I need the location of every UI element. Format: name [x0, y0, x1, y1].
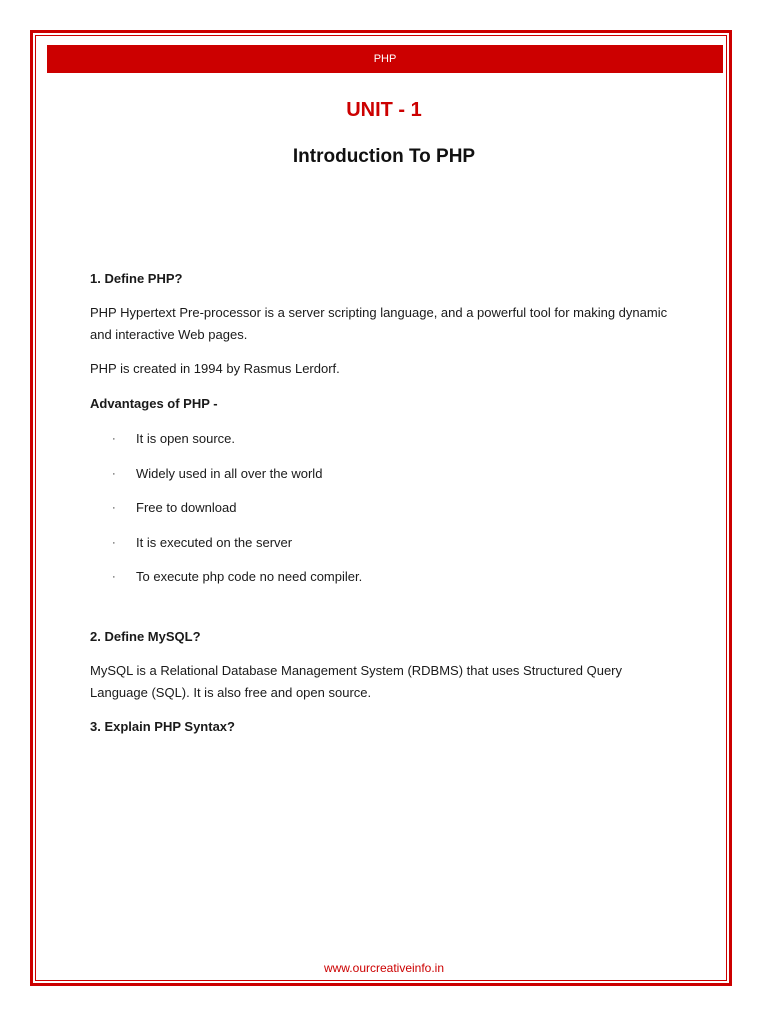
- list-item-text: It is open source.: [136, 431, 235, 446]
- advantages-list: [90, 428, 670, 588]
- list-item-text: It is executed on the server: [136, 534, 293, 550]
- bullet-icon: ·: [112, 571, 116, 583]
- question-3-heading: 3. Explain PHP Syntax?: [90, 719, 235, 734]
- bullet-icon: ·: [112, 502, 116, 514]
- php-definition-paragraph: PHP Hypertext Pre-processor is a server scripting language, and a powerful tool for making dynamic and interactive Web pages.: [90, 305, 668, 342]
- question-1-heading: 1. Define PHP?: [90, 271, 183, 286]
- bullet-icon: ·: [112, 467, 116, 480]
- page-title: Introduction To PHP: [292, 146, 476, 167]
- list-item: [90, 463, 670, 485]
- list-item-text: To execute php code no need compiler.: [136, 569, 363, 584]
- list-item: [90, 566, 670, 588]
- list-item: [90, 497, 670, 519]
- bullet-icon: ·: [112, 433, 116, 445]
- list-item-text: Free to download: [136, 500, 237, 515]
- header-bar: PHP: [47, 45, 723, 73]
- bullet-icon: ·: [112, 536, 116, 549]
- question-2-heading: 2. Define MySQL?: [90, 629, 201, 644]
- mysql-definition-paragraph: MySQL is a Relational Database Management System (RDBMS) that uses Structured Query Language (SQL). It is also free and open source.: [90, 663, 623, 700]
- footer-website-link[interactable]: www.ourcreativeinfo.in: [323, 961, 445, 975]
- list-item: [90, 428, 670, 450]
- php-history-paragraph: PHP is created in 1994 by Rasmus Lerdorf.: [90, 361, 340, 376]
- list-item-text: Widely used in all over the world: [136, 465, 323, 481]
- list-item: [90, 532, 670, 554]
- unit-title: UNIT - 1: [346, 99, 422, 121]
- document-body: [90, 268, 670, 738]
- advantages-heading: Advantages of PHP -: [90, 396, 218, 411]
